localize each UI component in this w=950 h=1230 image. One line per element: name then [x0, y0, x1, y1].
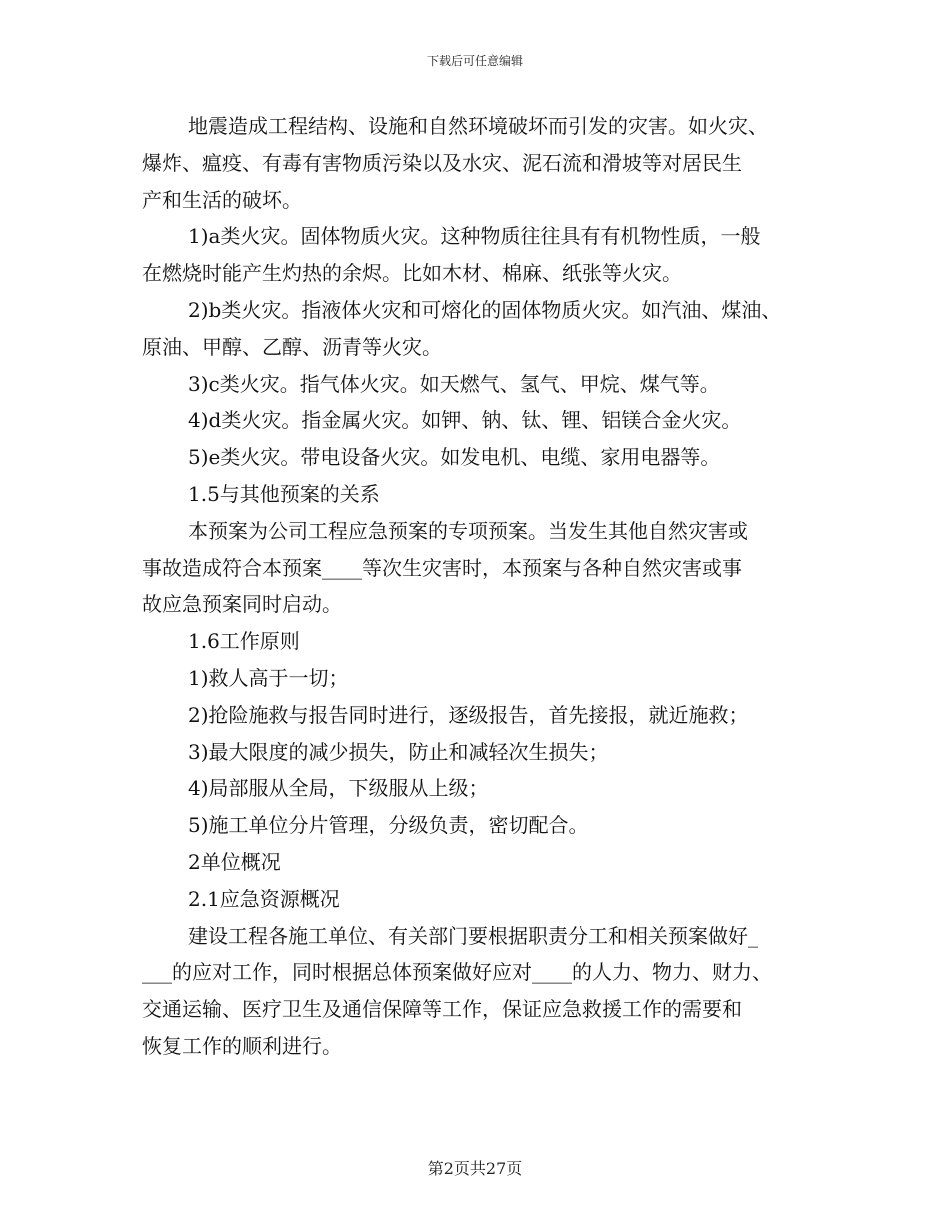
text-line: 故应急预案同时启动。 — [142, 592, 342, 617]
text-line: 2)抢险施救与报告同时进行，逐级报告，首先接报，就近施救； — [188, 702, 749, 727]
text-line: 2)b类火灾。指液体火灾和可熔化的固体物质火灾。如汽油、煤油、 — [188, 297, 782, 322]
text-line: 事故造成符合本预案____等次生灾害时，本预案与各种自然灾害或事 — [142, 555, 742, 580]
text-line: 本预案为公司工程应急预案的专项预案。当发生其他自然灾害或 — [188, 518, 748, 543]
text-line: 5)e类火灾。带电设备火灾。如发电机、电缆、家用电器等。 — [188, 445, 721, 470]
text-line: 1.5与其他预案的关系 — [188, 481, 380, 506]
text-line: 1.6工作原则 — [188, 629, 300, 654]
text-line: 建设工程各施工单位、有关部门要根据职责分工和相关预案做好_ — [188, 923, 758, 948]
text-line: 原油、甲醇、乙醇、沥青等火灾。 — [142, 334, 442, 359]
page-header: 下载后可任意编辑 — [426, 54, 523, 68]
text-line: 1)救人高于一切； — [188, 665, 349, 690]
text-line: 2单位概况 — [188, 849, 281, 874]
text-line: 地震造成工程结构、设施和自然环境破坏而引发的灾害。如火灾、 — [188, 114, 768, 138]
page-footer: 第2页共27页 — [427, 1159, 523, 1178]
text-line: 产和生活的破坏。 — [142, 187, 302, 212]
text-line: 爆炸、瘟疫、有毒有害物质污染以及水灾、泥石流和滑坡等对居民生 — [142, 150, 742, 175]
text-line: 在燃烧时能产生灼热的余烬。比如木材、棉麻、纸张等火灾。 — [142, 261, 682, 286]
text-line: 4)局部服从全局，下级服从上级； — [188, 776, 489, 801]
document-body — [142, 108, 832, 1065]
text-line: 3)最大限度的减少损失，防止和减轻次生损失； — [188, 739, 609, 764]
text-line: 3)c类火灾。指气体火灾。如天燃气、氢气、甲烷、煤气等。 — [188, 371, 720, 396]
text-line: 恢复工作的顺利进行。 — [142, 1033, 342, 1058]
text-line: ___的应对工作，同时根据总体预案做好应对____的人力、物力、财力、 — [142, 960, 772, 985]
text-line: 1)a类火灾。固体物质火灾。这种物质往往具有有机物性质，一般 — [188, 224, 761, 249]
text-line: 交通运输、医疗卫生及通信保障等工作，保证应急救援工作的需要和 — [142, 997, 742, 1022]
text-line: 5)施工单位分片管理，分级负责，密切配合。 — [188, 813, 589, 838]
text-line: 2.1应急资源概况 — [188, 886, 340, 911]
text-line: 4)d类火灾。指金属火灾。如钾、钠、钛、锂、铝镁合金火灾。 — [188, 408, 742, 433]
